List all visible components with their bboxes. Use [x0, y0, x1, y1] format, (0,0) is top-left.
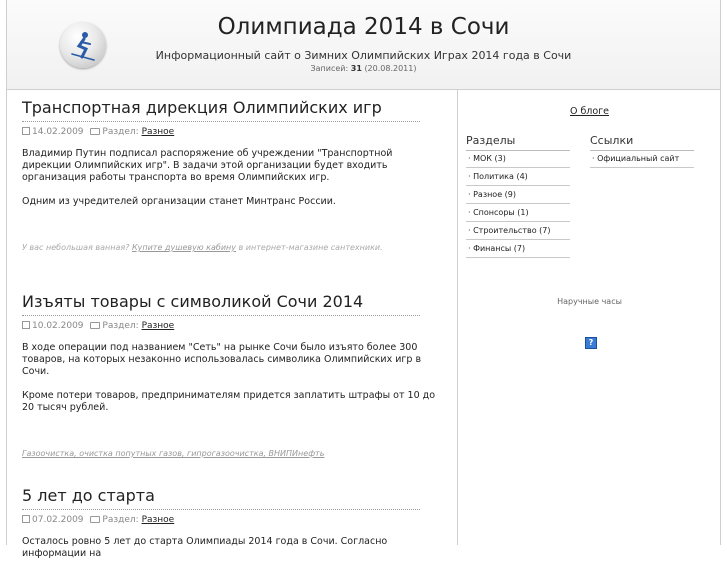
links-heading: Ссылки — [590, 134, 694, 151]
ad-link[interactable]: Газоочистка, очистка попутных газов, гипрогазоочистка, ВНИПИнефть — [22, 449, 325, 458]
section-item-misc[interactable]: · Разное (9) — [466, 187, 570, 204]
post-paragraph: Владимир Путин подписал распоряжение об учреждении "Транспортной дирекции Олимпийских игр". В задачи этой организации будет входить организация работы транспорта во время Олимпийских игр. — [22, 148, 393, 183]
folder-icon — [90, 516, 100, 523]
post-paragraph: В ходе операции под названием "Сеть" на рынке Сочи было изъято более 300 товаров, на которых незаконно использовалась символика Олимпийских игр в Сочи. — [22, 342, 422, 377]
post-1 — [22, 98, 432, 266]
post-paragraph: Кроме потери товаров, предпринимателям придется заплатить штрафы от 10 до 20 тысяч рублей. — [22, 390, 436, 413]
section-item-finance[interactable]: · Финансы (7) — [466, 241, 570, 258]
about-blog — [458, 106, 721, 117]
post-body — [22, 342, 442, 460]
post-date: 10.02.2009 — [32, 321, 84, 331]
records-info — [7, 64, 720, 73]
post-title[interactable]: Изъяты товары с символикой Сочи 2014 — [22, 292, 420, 316]
post-title[interactable]: 5 лет до старта — [22, 486, 420, 510]
sidebar — [457, 90, 721, 545]
folder-icon — [90, 322, 100, 329]
section-item-construction[interactable]: · Строительство (7) — [466, 223, 570, 240]
post-meta — [22, 514, 432, 526]
sections-heading: Разделы — [466, 134, 570, 151]
folder-icon — [90, 128, 100, 135]
post-paragraph: Одним из учредителей организации станет Минтранс России. — [22, 196, 336, 207]
about-blog-link[interactable]: О блоге — [569, 106, 610, 117]
post-paragraph: Осталось ровно 5 лет до старта Олимпиады 2014 года в Сочи. Согласно информации на — [22, 536, 388, 559]
ad-link[interactable]: Купите душевую кабину — [131, 243, 236, 252]
ad-text — [22, 242, 442, 254]
records-count: 31 — [350, 64, 362, 73]
section-label: Раздел: — [102, 321, 139, 331]
post-title[interactable]: Транспортная дирекция Олимпийских игр — [22, 98, 420, 122]
post-meta — [22, 126, 432, 138]
help-icon[interactable]: ? — [585, 337, 597, 349]
site-title[interactable]: Олимпиада 2014 в Сочи — [217, 14, 510, 40]
section-label: Раздел: — [102, 515, 139, 525]
document-icon — [22, 127, 30, 135]
post-3 — [22, 486, 432, 572]
ad-prefix: У вас небольшая ванная? — [22, 243, 130, 252]
section-item-mok[interactable]: · МОК (3) — [466, 151, 570, 168]
site-header — [7, 0, 720, 90]
section-link[interactable]: Разное — [141, 321, 175, 331]
section-label: Раздел: — [102, 127, 139, 137]
post-date: 07.02.2009 — [32, 515, 84, 525]
section-link[interactable]: Разное — [141, 515, 175, 525]
post-2 — [22, 292, 436, 472]
ad-text — [22, 448, 442, 460]
section-item-sponsors[interactable]: · Спонсоры (1) — [466, 205, 570, 222]
post-body — [22, 148, 442, 254]
links-list — [590, 151, 694, 169]
section-item-politics[interactable]: · Политика (4) — [466, 169, 570, 186]
document-icon — [22, 515, 30, 523]
ad-suffix: в интернет-магазине сантехники. — [238, 243, 383, 252]
document-icon — [22, 321, 30, 329]
records-label: Записей: — [310, 64, 349, 73]
records-date: (20.08.2011) — [364, 64, 417, 73]
sections-list — [466, 151, 570, 259]
section-link[interactable]: Разное — [141, 127, 175, 137]
link-official-site[interactable]: · Официальный сайт — [590, 151, 694, 168]
site-subtitle: Информационный сайт о Зимних Олимпийских Играх 2014 года в Сочи — [155, 49, 572, 62]
wrist-watch-widget: Наручные часы — [557, 297, 622, 306]
post-date: 14.02.2009 — [32, 127, 84, 137]
post-body — [22, 536, 442, 560]
post-meta — [22, 320, 432, 332]
